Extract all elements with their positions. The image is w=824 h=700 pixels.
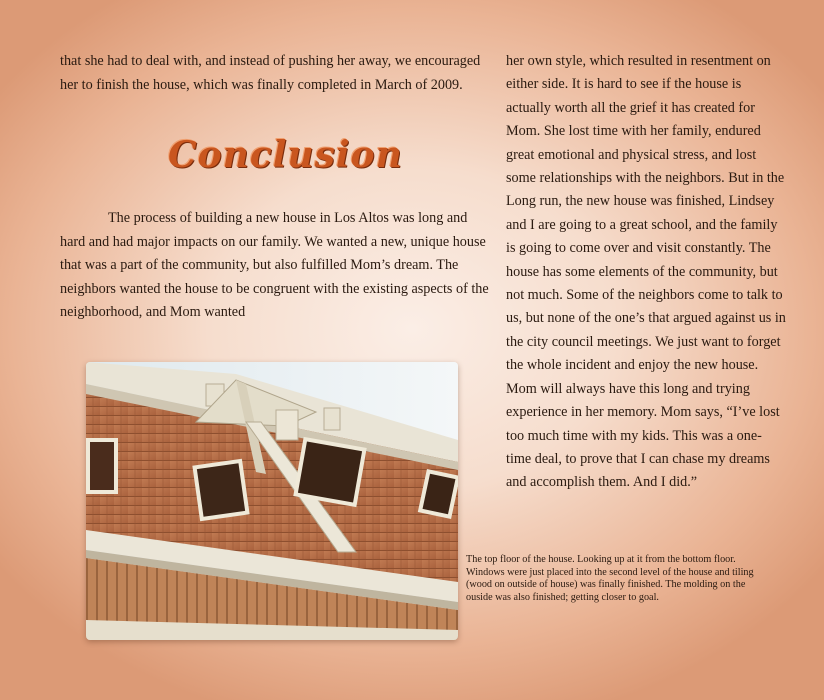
body-paragraph-conclusion <box>60 207 494 325</box>
photo-caption: The top floor of the house. Looking up at it from the bottom floor. Windows were just placed into the second level of the house and tiling (wood on outside of house) was finally finished. The molding on the ouside was also finished; getting closer to goal. <box>466 554 754 603</box>
house-photo-illustration <box>86 362 458 640</box>
conclusion-text: The process of building a new house in Los Altos was long and hard and had major impacts on our family. We wanted a new, unique house that was a part of the community, but also fulfilled Mom’s dream. The neighbors wanted the house to be congruent with the existing aspects of the neighborhood, and Mom wanted <box>60 210 489 320</box>
section-heading-conclusion: Conclusion <box>168 134 403 176</box>
body-paragraph-continued: that she had to deal with, and instead of pushing her away, we encouraged her to finish the house, which was finally completed in March of 2009. <box>60 53 481 93</box>
body-paragraph-right-column: her own style, which resulted in resentment on either side. It is hard to see if the house is actually worth all the grief it has created for Mom. She lost time with her family, endured great emotional and physical stress, and lost some relationships with the neighbors. But in the Long run, the new house was finished, Lindsey and I are going to a great school, and the family is going to come over and visit constantly. The house has some elements of the community, but not much. Some of the neighbors come to talk to us, but none of the one’s that argued against us in the city council meetings. We just want to forget the whole incident and enjoy the new house. Mom will always have this long and trying experience in her memory. Mom says, “I’ve lost too much time with my kids. This was a one-time deal, to prove that I can chase my dreams and accomplish them. And I did.” <box>506 53 786 491</box>
house-photo <box>86 362 458 640</box>
